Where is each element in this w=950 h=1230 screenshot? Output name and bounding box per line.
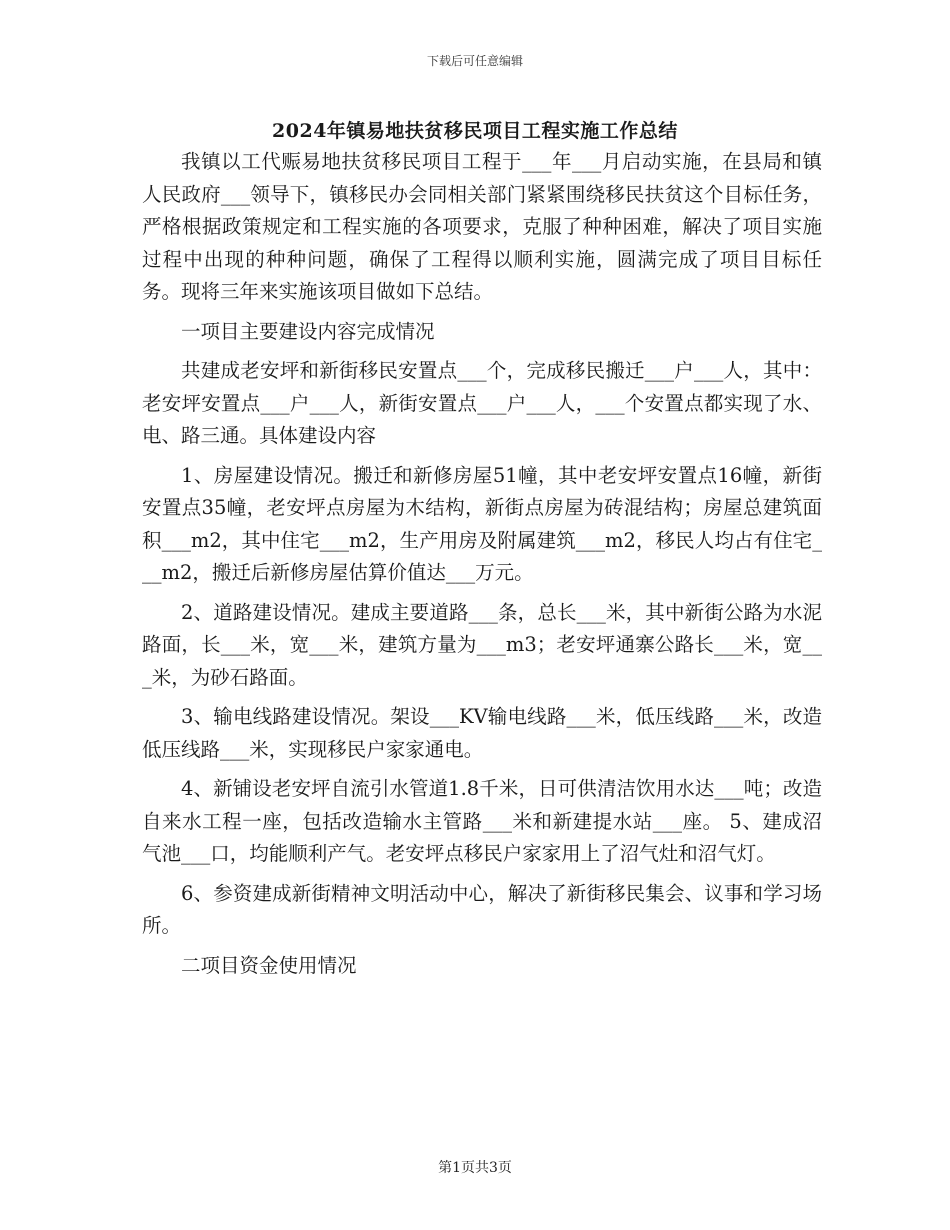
- section-heading-1: 一项目主要建设内容完成情况: [181, 319, 435, 343]
- header-note: 下载后可任意编辑: [426, 54, 523, 68]
- paragraph-power: 3、输电线路建设情况。架设___KV输电线路___米，低压线路___米，改造低压线路___米，实现移民户家家通电。: [142, 705, 822, 761]
- paragraph-housing: 1、房屋建设情况。搬迁和新修房屋51幢，其中老安坪安置点16幢，新街安置点35幢，老安坪点房屋为木结构，新街点房屋为砖混结构；房屋总建筑面积___m2，其中住宅___m2，生产用房及附属建筑___m2，移民人均占有住宅___m2，搬迁后新修房屋估算价值达___万元。: [142, 463, 822, 584]
- document-body: [142, 146, 822, 982]
- section-heading-2: 二项目资金使用情况: [181, 953, 357, 977]
- paragraph-roads: 2、道路建设情况。建成主要道路___条，总长___米，其中新街公路为水泥路面，长___米，宽___米，建筑方量为___m3；老安坪通寨公路长___米，宽___米，为砂石路面。: [142, 600, 822, 689]
- paragraph-intro: 我镇以工代赈易地扶贫移民项目工程于___年___月启动实施，在县局和镇人民政府___领导下，镇移民办会同相关部门紧紧围绕移民扶贫这个目标任务，严格根据政策规定和工程实施的各项要求，克服了种种困难，解决了项目实施过程中出现的种种问题，确保了工程得以顺利实施，圆满完成了项目目标任务。现将三年来实施该项目做如下总结。: [142, 150, 822, 303]
- page-indicator: 第1页共3页: [438, 1160, 512, 1176]
- paragraph-water-biogas: 4、新铺设老安坪自流引水管道1.8千米，日可供清洁饮用水达___吨；改造自来水工程一座，包括改造输水主管路___米和新建提水站___座。 5、建成沼气池___口，均能顺利产气。老安坪点移民户家家用上了沼气灶和沼气灯。: [142, 777, 822, 865]
- paragraph-activity-center: 6、参资建成新街精神文明活动中心，解决了新街移民集会、议事和学习场所。: [142, 881, 822, 937]
- document-title: 2024年镇易地扶贫移民项目工程实施工作总结: [272, 120, 678, 142]
- paragraph-overview: 共建成老安坪和新街移民安置点___个，完成移民搬迁___户___人，其中：老安坪安置点___户___人，新街安置点___户___人，___个安置点都实现了水、电、路三通。具体建设内容: [142, 359, 822, 447]
